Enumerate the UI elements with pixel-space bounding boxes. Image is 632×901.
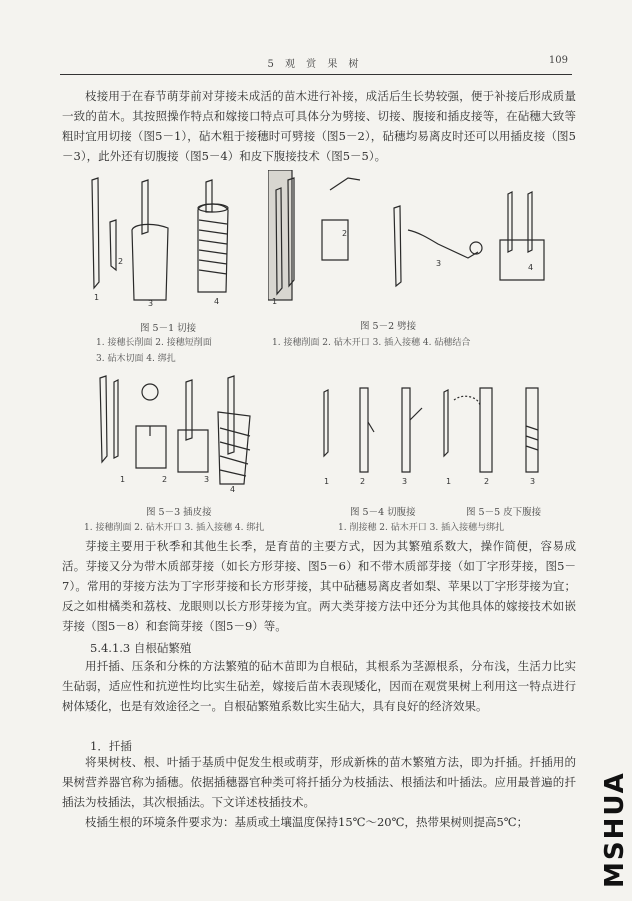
subheading-cutting: 1．扦插 (90, 739, 132, 753)
paragraph-cutting-conditions: 枝插生根的环境条件要求为：基质或土壤温度保持15℃～20℃，热带果树则提高5℃； (85, 815, 529, 829)
fig1-label-3: 3 (148, 299, 154, 307)
paragraph-bud-grafting: 芽接主要用于秋季和其他生长季，是育苗的主要方式，因为其繁殖系数大，操作简便，容易成活。芽接又分为带木质部芽接（如长方形芽接、图5－6）和不带木质部芽接（如丁字形芽接，图5－7）。常用的芽接方法为丁字形芽接和长方形芽接，其中砧穗易离皮者如梨、苹果以丁字形芽接为宜；反之如柑橘类和荔枝、龙眼则以长方形芽接为宜。两大类芽接方法中还分为其他具体的嫁接技术如嵌芽接（图5－8）和套筒芽接（图5－9）等。 (62, 539, 576, 633)
page-number: 109 (548, 55, 568, 66)
fig4-label-3: 3 (402, 477, 408, 486)
fig3-label-1: 1 (120, 475, 126, 484)
figure-5-2-legend: 1. 接穗削面 2. 砧木开口 3. 插入接穗 4. 砧穗结合 (272, 338, 471, 348)
figure-5-1-caption: 图 5－1 切接 (140, 323, 197, 334)
fig1-label-2: 2 (118, 257, 124, 266)
fig1-label-1: 1 (94, 293, 100, 302)
header-rule (60, 74, 572, 75)
figure-5-4-caption: 图 5－4 切腹接 (350, 507, 416, 518)
section-heading-self-rooted: 5.4.1.3 自根砧繁殖 (90, 641, 192, 655)
figure-5-1-illustration (82, 172, 257, 307)
paragraph-cutting: 将果树枝、根、叶插于基质中促发生根或萌芽，形成新株的苗木繁殖方法，即为扦插。扦插用的果树营养器官称为插穗。依据插穗器官种类可将扦插分为枝插法、根插法和叶插法。应用最普遍的扦插法为枝插法，其次根插法。下文详述枝插技术。 (62, 755, 576, 809)
figure-5-3-legend: 1. 接穗削面 2. 砧木开口 3. 插入接穗 4. 绑扎 (84, 523, 265, 533)
figure-5-1-legend-line1: 1. 接穗长削面 2. 接穗短削面 (96, 338, 212, 348)
fig5-label-2: 2 (484, 477, 490, 486)
fig1-label-4: 4 (214, 297, 220, 306)
running-header (60, 55, 570, 71)
figure-5-1-legend-line2: 3. 砧木切面 4. 绑扎 (96, 354, 176, 364)
fig3-label-2: 2 (162, 475, 168, 484)
chapter-title: 5 观 赏 果 树 (267, 59, 363, 70)
figure-5-2-illustration (268, 170, 563, 307)
figure-5-5-illustration (440, 382, 560, 487)
fig2-label-2: 2 (342, 229, 348, 238)
fig4-label-2: 2 (360, 477, 366, 486)
figure-5-4-legend: 1. 削接穗 2. 砧木开口 3. 插入接穗与绑扎 (338, 523, 505, 533)
fig4-label-1: 1 (324, 477, 330, 486)
fig5-label-1: 1 (446, 477, 452, 486)
figure-5-3-illustration (90, 372, 305, 492)
figure-5-2-caption: 图 5－2 劈接 (360, 321, 417, 332)
fig2-label-1: 1 (272, 297, 278, 306)
fig3-label-3: 3 (204, 475, 210, 484)
paragraph-graft-intro: 枝接用于在春节萌芽前对芽接未成活的苗木进行补接，成活后生长势较强，便于补接后形成质量一致的苗木。其按照操作特点和嫁接口特点可具体分为劈接、切接、腹接和插皮接等，在砧穗大致等粗时宜用切接（图5－1），砧木粗于接穗时可劈接（图5－2），砧穗均易离皮时还可以用插皮接（图5－3），此外还有切腹接（图5－4）和皮下腹接技术（图5－5）。 (62, 89, 576, 163)
watermark: MSHUA (600, 771, 630, 888)
figure-5-3-caption: 图 5－3 插皮接 (146, 507, 212, 518)
fig5-label-3: 3 (530, 477, 536, 486)
fig3-label-4: 4 (230, 485, 236, 492)
figure-5-5-caption: 图 5－5 皮下腹接 (466, 507, 542, 518)
figure-5-1-legend (96, 335, 212, 367)
fig2-label-3: 3 (436, 259, 442, 268)
fig2-label-4: 4 (528, 263, 534, 272)
paragraph-self-rooted: 用扦插、压条和分株的方法繁殖的砧木苗即为自根砧，其根系为茎源根系，分布浅，生活力比实生砧弱，适应性和抗逆性均比实生砧差，嫁接后苗木表现矮化，因而在观赏果树上利用这一特点进行树体矮化，也是有效途径之一。自根砧繁殖系数比实生砧大，具有良好的经济效果。 (62, 659, 576, 713)
figure-5-4-illustration (316, 382, 436, 487)
